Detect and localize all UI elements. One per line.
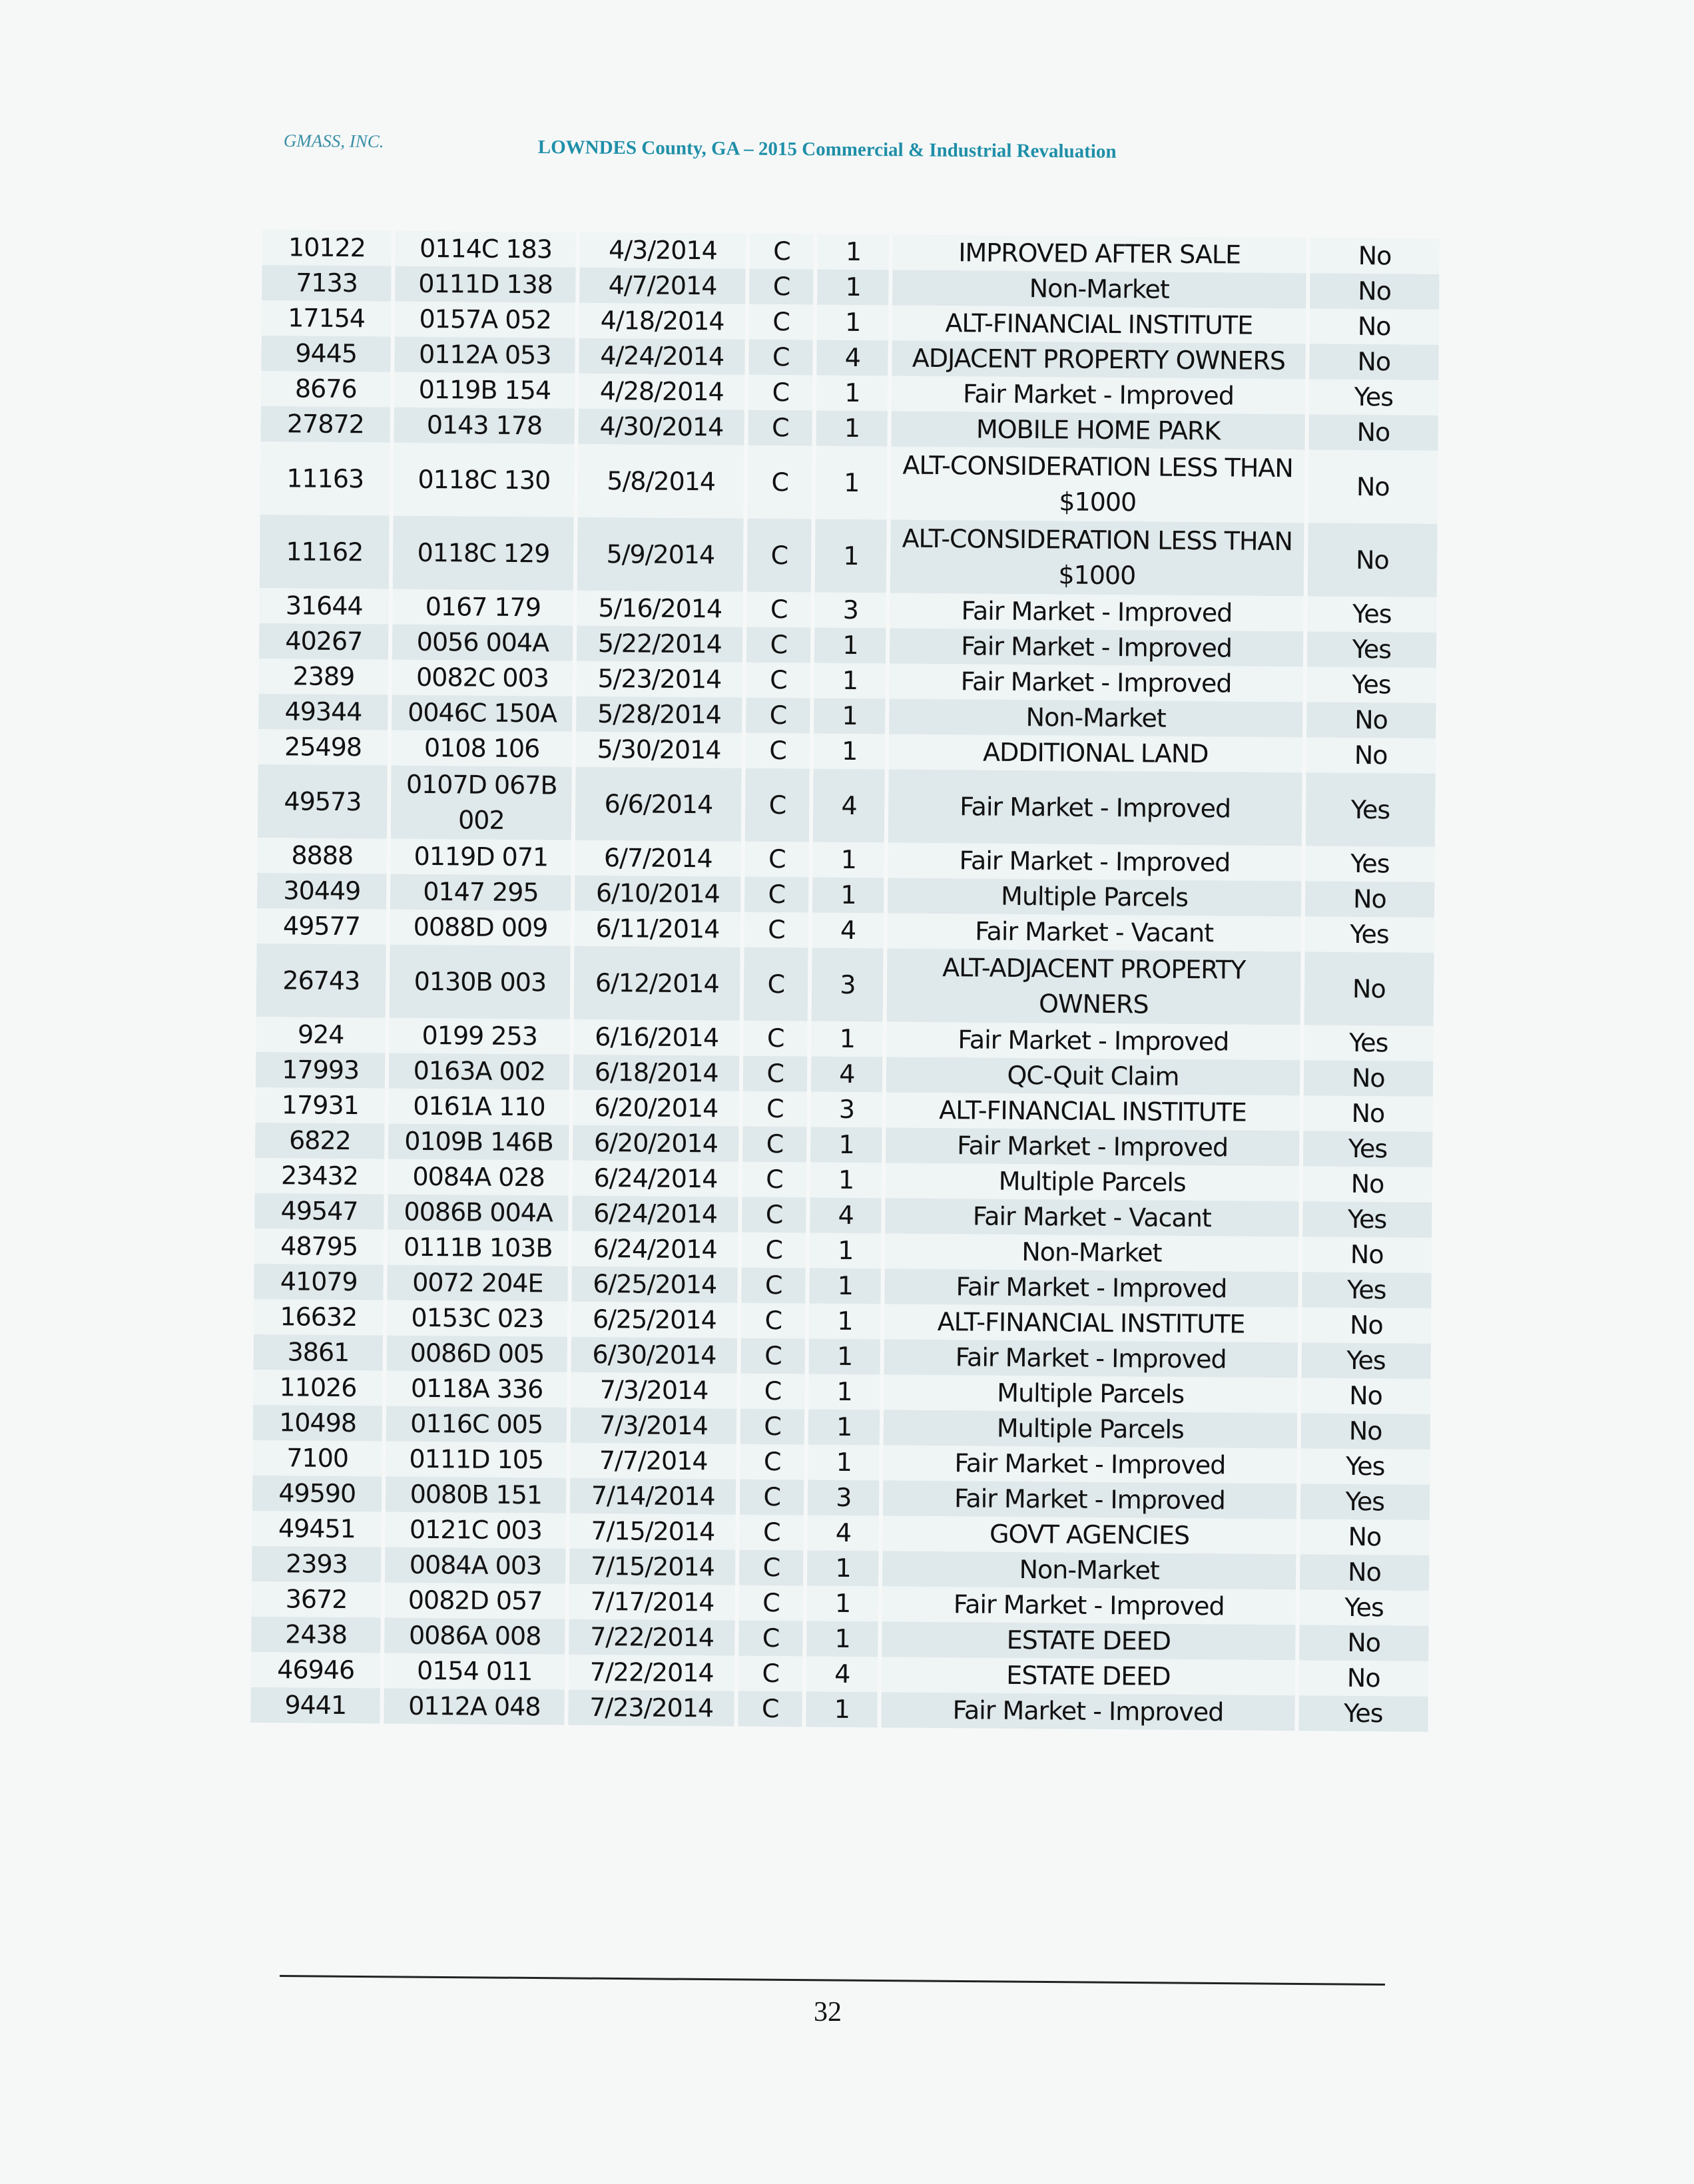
sale-id-cell: 3861 bbox=[254, 1334, 384, 1371]
parcel-id-cell: 0112A 053 bbox=[395, 337, 575, 374]
sale-date-cell: 6/12/2014 bbox=[574, 946, 740, 1021]
property-class-cell: C bbox=[749, 269, 814, 305]
sale-reason-cell: Non-Market bbox=[892, 270, 1306, 308]
parcel-count-cell: 1 bbox=[814, 628, 886, 664]
sale-id-cell: 7133 bbox=[262, 265, 392, 302]
property-class-cell: C bbox=[740, 1515, 804, 1551]
sale-date-cell: 4/18/2014 bbox=[579, 303, 745, 340]
qualified-sale-cell: No bbox=[1308, 414, 1438, 451]
qualified-sale-cell: Yes bbox=[1304, 916, 1434, 953]
sale-date-cell: 7/15/2014 bbox=[570, 1513, 736, 1550]
property-class-cell: C bbox=[749, 304, 814, 340]
sale-id-cell: 2393 bbox=[252, 1546, 382, 1583]
sale-date-cell: 6/20/2014 bbox=[573, 1125, 738, 1162]
parcel-count-cell: 4 bbox=[806, 1657, 878, 1693]
property-class-cell: C bbox=[746, 698, 810, 734]
qualified-sale-cell: Yes bbox=[1302, 1272, 1432, 1308]
sale-id-cell: 10122 bbox=[262, 230, 392, 266]
sale-reason-cell: Fair Market - Improved bbox=[890, 628, 1303, 667]
qualified-sale-cell: Yes bbox=[1301, 1342, 1431, 1379]
sale-date-cell: 5/30/2014 bbox=[576, 732, 742, 768]
sale-date-cell: 7/14/2014 bbox=[570, 1478, 736, 1515]
parcel-id-cell: 0153C 023 bbox=[387, 1300, 567, 1337]
sale-reason-cell: Non-Market bbox=[882, 1551, 1296, 1589]
parcel-id-cell: 0119D 071 bbox=[391, 839, 571, 876]
qualified-sale-cell: Yes bbox=[1298, 1695, 1428, 1732]
parcel-count-cell: 1 bbox=[817, 305, 888, 341]
sale-reason-cell: Fair Market - Improved bbox=[885, 1268, 1298, 1307]
sale-id-cell: 30449 bbox=[257, 873, 387, 910]
parcel-id-cell: 0084A 003 bbox=[385, 1547, 565, 1584]
parcel-id-cell: 0111D 138 bbox=[396, 266, 576, 303]
company-name: GMASS, INC. bbox=[283, 131, 384, 152]
parcel-count-cell: 1 bbox=[808, 1410, 880, 1446]
qualified-sale-cell: No bbox=[1303, 1095, 1433, 1132]
parcel-id-cell: 0147 295 bbox=[390, 874, 571, 911]
parcel-id-cell: 0082D 057 bbox=[385, 1583, 565, 1619]
sale-reason-cell: Fair Market - Vacant bbox=[888, 913, 1301, 952]
sale-reason-cell: Fair Market - Improved bbox=[882, 1586, 1296, 1625]
property-class-cell: C bbox=[743, 1091, 808, 1127]
sale-id-cell: 17931 bbox=[255, 1087, 385, 1124]
sale-reason-cell: Fair Market - Improved bbox=[884, 1339, 1298, 1378]
document-title: LOWNDES County, GA – 2015 Commercial & Industrial Revaluation bbox=[537, 136, 1117, 162]
parcel-count-cell: 1 bbox=[806, 1692, 878, 1728]
sale-date-cell: 6/24/2014 bbox=[572, 1196, 738, 1232]
sale-reason-cell: Fair Market - Improved bbox=[888, 842, 1302, 881]
sale-date-cell: 7/3/2014 bbox=[571, 1372, 736, 1409]
parcel-count-cell: 1 bbox=[816, 376, 888, 411]
sale-id-cell: 31644 bbox=[259, 588, 389, 625]
sales-table-container bbox=[246, 230, 1444, 1732]
property-class-cell: C bbox=[744, 912, 809, 948]
qualified-sale-cell: No bbox=[1307, 523, 1437, 597]
sale-id-cell: 49573 bbox=[258, 764, 388, 839]
property-class-cell: C bbox=[742, 1127, 807, 1163]
qualified-sale-cell: Yes bbox=[1300, 1484, 1430, 1520]
qualified-sale-cell: No bbox=[1300, 1413, 1430, 1450]
parcel-id-cell: 0118A 336 bbox=[387, 1371, 567, 1408]
sale-id-cell: 11162 bbox=[260, 515, 390, 589]
sale-reason-cell: Fair Market - Improved bbox=[887, 1021, 1300, 1060]
sale-id-cell: 17993 bbox=[256, 1052, 386, 1089]
sale-date-cell: 6/6/2014 bbox=[575, 767, 742, 842]
parcel-id-cell: 0084A 028 bbox=[388, 1159, 569, 1196]
parcel-id-cell: 0167 179 bbox=[393, 589, 573, 626]
page-header bbox=[284, 131, 1416, 179]
sale-id-cell: 11026 bbox=[253, 1370, 383, 1406]
property-class-cell: C bbox=[739, 1550, 804, 1586]
sale-date-cell: 5/23/2014 bbox=[577, 661, 742, 698]
table-row bbox=[260, 515, 1438, 597]
parcel-id-cell: 0111B 103B bbox=[388, 1230, 568, 1266]
sale-date-cell: 6/7/2014 bbox=[575, 840, 741, 877]
parcel-count-cell: 1 bbox=[807, 1551, 878, 1587]
parcel-count-cell: 4 bbox=[817, 340, 888, 376]
property-class-cell: C bbox=[742, 1197, 806, 1233]
sale-date-cell: 6/24/2014 bbox=[572, 1231, 738, 1268]
sale-date-cell: 4/30/2014 bbox=[579, 409, 744, 445]
sale-date-cell: 6/25/2014 bbox=[572, 1266, 738, 1303]
sale-date-cell: 5/22/2014 bbox=[577, 626, 742, 663]
parcel-count-cell: 1 bbox=[806, 1621, 878, 1657]
sale-date-cell: 4/28/2014 bbox=[579, 374, 744, 410]
sale-reason-cell: ALT-CONSIDERATION LESS THAN $1000 bbox=[891, 446, 1304, 523]
sale-date-cell: 6/10/2014 bbox=[575, 876, 740, 912]
sale-date-cell: 5/16/2014 bbox=[577, 591, 743, 627]
sale-id-cell: 25498 bbox=[258, 729, 388, 766]
parcel-count-cell: 1 bbox=[809, 1304, 880, 1340]
sale-id-cell: 49451 bbox=[252, 1511, 382, 1547]
property-class-cell: C bbox=[748, 340, 813, 376]
sale-reason-cell: ESTATE DEED bbox=[882, 1657, 1295, 1695]
qualified-sale-cell: No bbox=[1300, 1519, 1430, 1555]
qualified-sale-cell: Yes bbox=[1307, 596, 1437, 633]
sale-reason-cell: Multiple Parcels bbox=[888, 878, 1301, 916]
sale-date-cell: 4/24/2014 bbox=[579, 338, 745, 375]
parcel-id-cell: 0086B 004A bbox=[388, 1195, 569, 1231]
parcel-count-cell: 1 bbox=[816, 446, 888, 520]
sale-date-cell: 7/17/2014 bbox=[569, 1584, 735, 1621]
parcel-count-cell: 3 bbox=[811, 1092, 882, 1128]
sale-id-cell: 49344 bbox=[258, 694, 388, 730]
parcel-id-cell: 0157A 052 bbox=[395, 302, 575, 338]
sale-reason-cell: ALT-ADJACENT PROPERTY OWNERS bbox=[887, 948, 1300, 1025]
sale-reason-cell: GOVT AGENCIES bbox=[883, 1515, 1296, 1554]
sale-date-cell: 6/30/2014 bbox=[571, 1337, 737, 1374]
qualified-sale-cell: Yes bbox=[1306, 631, 1436, 668]
sale-id-cell: 2438 bbox=[251, 1617, 381, 1653]
property-class-cell: C bbox=[743, 1056, 808, 1092]
parcel-id-cell: 0112A 048 bbox=[384, 1689, 565, 1725]
sale-reason-cell: ADJACENT PROPERTY OWNERS bbox=[892, 340, 1306, 379]
sale-reason-cell: IMPROVED AFTER SALE bbox=[893, 234, 1306, 273]
sale-reason-cell: Multiple Parcels bbox=[886, 1163, 1299, 1201]
qualified-sale-cell: No bbox=[1301, 1307, 1431, 1344]
property-class-cell: C bbox=[746, 627, 811, 663]
parcel-id-cell: 0056 004A bbox=[392, 625, 573, 661]
parcel-count-cell: 1 bbox=[814, 663, 886, 699]
parcel-id-cell: 0109B 146B bbox=[388, 1124, 569, 1161]
qualified-sale-cell: No bbox=[1310, 238, 1440, 274]
property-class-cell: C bbox=[742, 1162, 807, 1198]
qualified-sale-cell: No bbox=[1308, 449, 1438, 524]
parcel-id-cell: 0080B 151 bbox=[386, 1477, 566, 1513]
property-class-cell: C bbox=[741, 1338, 806, 1374]
sale-id-cell: 16632 bbox=[254, 1299, 384, 1336]
sale-reason-cell: ALT-FINANCIAL INSTITUTE bbox=[892, 305, 1306, 344]
property-class-cell: C bbox=[750, 234, 814, 270]
sale-id-cell: 8888 bbox=[257, 838, 387, 874]
parcel-count-cell: 4 bbox=[811, 1057, 882, 1093]
sale-id-cell: 9441 bbox=[250, 1687, 380, 1724]
qualified-sale-cell: Yes bbox=[1304, 1025, 1434, 1061]
qualified-sale-cell: Yes bbox=[1300, 1448, 1430, 1485]
sale-id-cell: 10498 bbox=[253, 1405, 383, 1442]
qualified-sale-cell: Yes bbox=[1305, 846, 1435, 882]
parcel-count-cell: 1 bbox=[813, 842, 884, 878]
sale-id-cell: 2389 bbox=[259, 659, 389, 695]
parcel-id-cell: 0161A 110 bbox=[389, 1089, 569, 1125]
sale-id-cell: 46946 bbox=[251, 1652, 381, 1689]
property-class-cell: C bbox=[740, 1444, 804, 1480]
qualified-sale-cell: Yes bbox=[1302, 1201, 1432, 1238]
property-class-cell: C bbox=[738, 1621, 803, 1657]
parcel-count-cell: 1 bbox=[815, 519, 887, 593]
sale-id-cell: 6822 bbox=[255, 1123, 385, 1159]
parcel-id-cell: 0163A 002 bbox=[389, 1053, 569, 1090]
parcel-count-cell: 1 bbox=[817, 270, 888, 306]
sale-id-cell: 49577 bbox=[257, 908, 387, 945]
sale-reason-cell: Multiple Parcels bbox=[884, 1374, 1297, 1413]
qualified-sale-cell: Yes bbox=[1306, 667, 1436, 703]
sale-reason-cell: Multiple Parcels bbox=[884, 1410, 1297, 1448]
property-class-cell: C bbox=[739, 1585, 804, 1621]
table-row bbox=[256, 944, 1434, 1026]
sale-reason-cell: Fair Market - Vacant bbox=[885, 1198, 1298, 1236]
sale-reason-cell: Fair Market - Improved bbox=[892, 376, 1305, 414]
qualified-sale-cell: No bbox=[1306, 737, 1436, 774]
sale-id-cell: 17154 bbox=[262, 300, 392, 337]
page-number: 32 bbox=[814, 1997, 842, 2028]
parcel-count-cell: 1 bbox=[808, 1374, 880, 1410]
sale-id-cell: 48795 bbox=[254, 1228, 384, 1265]
qualified-sale-cell: No bbox=[1302, 1236, 1432, 1273]
parcel-count-cell: 1 bbox=[816, 411, 888, 447]
footer-divider bbox=[280, 1975, 1385, 1986]
sale-reason-cell: MOBILE HOME PARK bbox=[892, 411, 1305, 449]
sale-id-cell: 41079 bbox=[254, 1264, 384, 1300]
parcel-id-cell: 0116C 005 bbox=[386, 1406, 567, 1443]
sale-reason-cell: ALT-CONSIDERATION LESS THAN $1000 bbox=[890, 519, 1304, 596]
property-class-cell: C bbox=[738, 1656, 803, 1692]
parcel-count-cell: 3 bbox=[815, 593, 886, 629]
sale-reason-cell: ALT-FINANCIAL INSTITUTE bbox=[884, 1304, 1298, 1342]
qualified-sale-cell: No bbox=[1310, 273, 1440, 310]
parcel-count-cell: 1 bbox=[814, 734, 885, 770]
sale-id-cell: 49590 bbox=[252, 1476, 382, 1512]
property-class-cell: C bbox=[744, 948, 808, 1021]
parcel-count-cell: 4 bbox=[810, 1198, 881, 1234]
parcel-count-cell: 1 bbox=[810, 1233, 881, 1269]
sale-id-cell: 8676 bbox=[261, 371, 391, 408]
sales-table bbox=[246, 230, 1444, 1732]
sale-id-cell: 26743 bbox=[256, 944, 386, 1018]
sale-date-cell: 6/11/2014 bbox=[575, 911, 740, 948]
property-class-cell: C bbox=[747, 519, 812, 593]
property-class-cell: C bbox=[747, 592, 812, 628]
property-class-cell: C bbox=[745, 768, 810, 842]
parcel-count-cell: 1 bbox=[809, 1339, 880, 1375]
parcel-id-cell: 0130B 003 bbox=[390, 945, 571, 1019]
property-class-cell: C bbox=[744, 877, 809, 913]
sales-table-body bbox=[250, 230, 1440, 1732]
parcel-id-cell: 0119B 154 bbox=[394, 372, 575, 409]
qualified-sale-cell: No bbox=[1298, 1660, 1428, 1697]
table-row bbox=[258, 764, 1436, 847]
parcel-count-cell: 3 bbox=[808, 1480, 879, 1516]
parcel-count-cell: 1 bbox=[812, 1021, 883, 1057]
parcel-id-cell: 0086D 005 bbox=[387, 1336, 567, 1372]
sale-id-cell: 27872 bbox=[261, 406, 391, 443]
property-class-cell: C bbox=[740, 1480, 804, 1515]
sale-date-cell: 7/23/2014 bbox=[569, 1690, 734, 1727]
sale-id-cell: 49547 bbox=[254, 1193, 384, 1230]
parcel-id-cell: 0154 011 bbox=[384, 1653, 565, 1690]
parcel-count-cell: 1 bbox=[807, 1586, 878, 1622]
qualified-sale-cell: No bbox=[1300, 1554, 1430, 1591]
qualified-sale-cell: No bbox=[1302, 1166, 1432, 1203]
sale-id-cell: 3672 bbox=[252, 1581, 382, 1618]
sale-reason-cell: ESTATE DEED bbox=[882, 1621, 1295, 1660]
parcel-id-cell: 0199 253 bbox=[390, 1018, 570, 1055]
sale-date-cell: 6/25/2014 bbox=[571, 1302, 737, 1338]
sale-id-cell: 924 bbox=[256, 1017, 386, 1053]
parcel-id-cell: 0046C 150A bbox=[392, 695, 572, 732]
sale-date-cell: 4/3/2014 bbox=[580, 232, 746, 269]
sale-date-cell: 6/18/2014 bbox=[573, 1055, 739, 1091]
parcel-count-cell: 1 bbox=[812, 878, 884, 914]
sale-id-cell: 9445 bbox=[261, 336, 391, 372]
property-class-cell: C bbox=[742, 1268, 806, 1304]
sale-reason-cell: ADDITIONAL LAND bbox=[889, 734, 1302, 772]
parcel-id-cell: 0082C 003 bbox=[392, 660, 573, 696]
parcel-count-cell: 1 bbox=[818, 234, 889, 270]
qualified-sale-cell: Yes bbox=[1305, 772, 1435, 847]
qualified-sale-cell: No bbox=[1303, 1060, 1433, 1097]
sale-reason-cell: Fair Market - Improved bbox=[884, 1445, 1297, 1484]
property-class-cell: C bbox=[748, 410, 813, 446]
property-class-cell: C bbox=[746, 663, 811, 698]
property-class-cell: C bbox=[745, 842, 810, 878]
sale-date-cell: 7/3/2014 bbox=[571, 1408, 736, 1444]
sale-date-cell: 4/7/2014 bbox=[579, 268, 745, 304]
sale-id-cell: 7100 bbox=[252, 1440, 382, 1477]
property-class-cell: C bbox=[748, 375, 813, 411]
parcel-count-cell: 1 bbox=[808, 1445, 880, 1481]
sale-id-cell: 23432 bbox=[255, 1158, 385, 1195]
parcel-count-cell: 4 bbox=[808, 1515, 879, 1551]
parcel-id-cell: 0143 178 bbox=[394, 408, 575, 444]
sale-date-cell: 7/22/2014 bbox=[569, 1655, 734, 1691]
parcel-id-cell: 0121C 003 bbox=[386, 1512, 566, 1549]
property-class-cell: C bbox=[748, 445, 812, 519]
sale-reason-cell: ALT-FINANCIAL INSTITUTE bbox=[886, 1092, 1300, 1131]
sale-reason-cell: Fair Market - Improved bbox=[890, 593, 1304, 631]
sale-date-cell: 5/9/2014 bbox=[577, 517, 744, 592]
parcel-count-cell: 4 bbox=[812, 913, 884, 949]
sale-date-cell: 6/20/2014 bbox=[573, 1090, 739, 1127]
property-class-cell: C bbox=[738, 1691, 803, 1727]
parcel-id-cell: 0072 204E bbox=[388, 1265, 568, 1302]
parcel-id-cell: 0108 106 bbox=[392, 730, 572, 767]
sale-id-cell: 40267 bbox=[259, 623, 389, 660]
sale-reason-cell: Fair Market - Improved bbox=[882, 1692, 1295, 1731]
parcel-count-cell: 1 bbox=[810, 1127, 882, 1163]
sale-reason-cell: Non-Market bbox=[889, 698, 1302, 737]
parcel-id-cell: 0118C 129 bbox=[393, 516, 574, 591]
sale-reason-cell: Non-Market bbox=[885, 1233, 1298, 1272]
qualified-sale-cell: No bbox=[1305, 881, 1435, 918]
qualified-sale-cell: No bbox=[1306, 702, 1436, 738]
sale-date-cell: 7/7/2014 bbox=[570, 1443, 736, 1480]
parcel-id-cell: 0107D 067B 002 bbox=[391, 766, 572, 840]
qualified-sale-cell: Yes bbox=[1303, 1131, 1433, 1167]
parcel-id-cell: 0114C 183 bbox=[396, 231, 576, 268]
table-row bbox=[260, 441, 1438, 524]
parcel-count-cell: 1 bbox=[810, 1163, 882, 1199]
sale-reason-cell: Fair Market - Improved bbox=[888, 769, 1302, 846]
property-class-cell: C bbox=[741, 1303, 806, 1339]
sale-date-cell: 7/22/2014 bbox=[569, 1619, 734, 1656]
sale-reason-cell: Fair Market - Improved bbox=[886, 1127, 1299, 1166]
parcel-count-cell: 3 bbox=[812, 948, 884, 1022]
qualified-sale-cell: Yes bbox=[1308, 379, 1438, 415]
parcel-count-cell: 4 bbox=[813, 769, 885, 843]
sale-date-cell: 6/24/2014 bbox=[573, 1161, 738, 1197]
qualified-sale-cell: No bbox=[1304, 952, 1434, 1026]
property-class-cell: C bbox=[743, 1021, 808, 1057]
qualified-sale-cell: No bbox=[1301, 1378, 1431, 1414]
sale-reason-cell: QC-Quit Claim bbox=[886, 1057, 1300, 1095]
sale-date-cell: 7/15/2014 bbox=[569, 1549, 735, 1585]
sale-date-cell: 5/8/2014 bbox=[578, 444, 744, 519]
property-class-cell: C bbox=[742, 1232, 806, 1268]
parcel-count-cell: 1 bbox=[814, 698, 885, 734]
parcel-id-cell: 0086A 008 bbox=[385, 1618, 565, 1655]
property-class-cell: C bbox=[740, 1374, 805, 1410]
sale-reason-cell: Fair Market - Improved bbox=[890, 663, 1303, 702]
sale-date-cell: 6/16/2014 bbox=[573, 1019, 739, 1056]
parcel-count-cell: 1 bbox=[810, 1268, 881, 1304]
sale-reason-cell: Fair Market - Improved bbox=[883, 1480, 1296, 1519]
sale-id-cell: 11163 bbox=[260, 441, 390, 516]
qualified-sale-cell: Yes bbox=[1299, 1589, 1429, 1626]
parcel-id-cell: 0088D 009 bbox=[390, 910, 571, 946]
qualified-sale-cell: No bbox=[1299, 1625, 1429, 1661]
qualified-sale-cell: No bbox=[1309, 308, 1439, 345]
property-class-cell: C bbox=[746, 733, 810, 769]
sale-date-cell: 5/28/2014 bbox=[576, 696, 742, 733]
parcel-id-cell: 0118C 130 bbox=[394, 443, 575, 517]
qualified-sale-cell: No bbox=[1309, 344, 1439, 380]
parcel-id-cell: 0111D 105 bbox=[386, 1442, 567, 1478]
property-class-cell: C bbox=[740, 1409, 805, 1445]
